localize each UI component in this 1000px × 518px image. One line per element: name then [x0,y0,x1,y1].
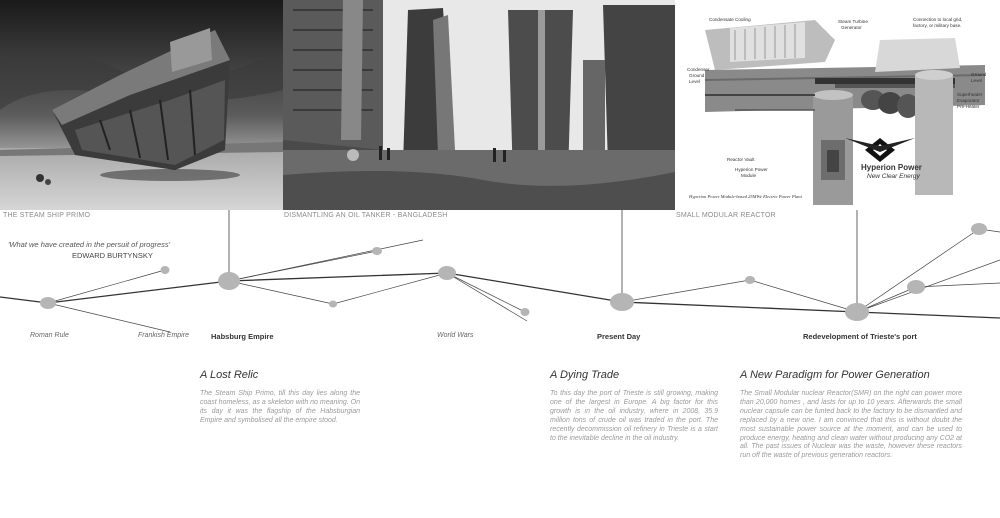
era-redevelopment: Redevelopment of Trieste's port [803,332,917,341]
label-condenser: Condenser [687,67,710,72]
label-ground-right2: Level [971,78,982,83]
timeline-branch [857,260,1000,312]
timeline-node-roman [40,297,56,309]
timeline-branch [857,229,979,312]
timeline-node [372,247,382,255]
timeline-branch [622,280,750,302]
timeline-branch [48,303,170,332]
timeline-node [907,280,925,294]
photo-caption-tanker: DISMANTLING AN OIL TANKER - BANGLADESH [284,212,448,219]
section-heading-dying-trade: A Dying Trade [550,369,620,381]
label-ground-left2: Level [689,79,700,84]
section-heading-new-paradigm: A New Paradigm for Power Generation [740,369,930,381]
era-world-wars: World Wars [437,332,474,339]
section-body-dying-trade: To this day the port of Trieste is still growing, making one of the largest in Europe. A big factor for this growth is in the oil industry, where in 2008, 35.9 million tons of crude oil was traded in the port. The recently decommission oil refinery in Trieste is a start to the inevitable decline in the oil industry. [550,390,718,442]
timeline-node [329,301,337,308]
timeline-branch [48,270,165,303]
brand-name: Hyperion Power [861,163,922,172]
timeline-node [161,266,170,274]
timeline-node [971,223,987,235]
section-body-new-paradigm: The Small Modular nuclear Reactor(SMR) on the right can power more than 20,000 homes , and lasts for up to 10 years. Afterwards the small nuclear capsule can be funted back to the factory to be dismantled and replaced by a new one. I am convinced that this is without doubt the most sustainable power source at the moment, and can be used to produce energy, heating and clean water without producing any CO2 at all. The past issues of Nuclear was the waste, however these reactors run off the waste of previous generation reactors. [740,390,962,460]
label-grid2: factory, or military base. [913,23,962,28]
timeline-node-habsburg [218,272,240,290]
quote-text: 'What we have created in the persuit of progress' [8,240,171,249]
label-preheater: Pre-Heater [957,104,980,109]
era-habsburg-empire: Habsburg Empire [211,332,274,341]
photo-caption-ship: THE STEAM SHIP PRIMO [3,212,91,219]
brand-tagline: New Clear Energy [867,173,920,180]
era-roman-rule: Roman Rule [30,332,69,339]
label-ground-left: Ground [689,73,705,78]
label-module2: Module [741,173,757,178]
label-superheater: Superheater [957,92,983,97]
label-ground-right: Ground [971,72,987,77]
era-present-day: Present Day [597,332,641,341]
timeline-branch [916,283,1000,287]
timeline-branch [229,281,333,304]
photo-caption-reactor: SMALL MODULAR REACTOR [676,212,776,219]
timeline-branch [333,273,447,304]
quote-author: EDWARD BURTYNSKY [72,251,153,260]
timeline-node [521,308,530,316]
label-vault: Reactor Vault [727,157,755,162]
diagram-footnote: Hyperion Power Module-based 25MWe Electric Power Plant [689,194,802,199]
label-condensate: Condensate Cooling [709,17,751,22]
label-evaporator: Evaporator [957,98,980,103]
timeline-node-world-wars [438,266,456,280]
timeline-node [745,276,755,284]
section-body-lost-relic: The Steam Ship Primo, till this day lies along the coast homeless, as a skeleton with no meaning. On its day it was the flagship of the Habsburgian Empire and symbolised all the empire stood. [200,390,360,424]
timeline-branch [750,280,857,312]
era-frankish-empire: Frankish Empire [138,332,189,339]
label-steam: Steam Turbine [838,19,868,24]
section-heading-lost-relic: A Lost Relic [200,369,259,381]
label-module: Hyperion Power [735,167,768,172]
label-generator: Generator [841,25,862,30]
timeline-node-present [610,293,634,311]
timeline-node-redevelopment [845,303,869,321]
label-grid: Connection to local grid, [913,17,963,22]
